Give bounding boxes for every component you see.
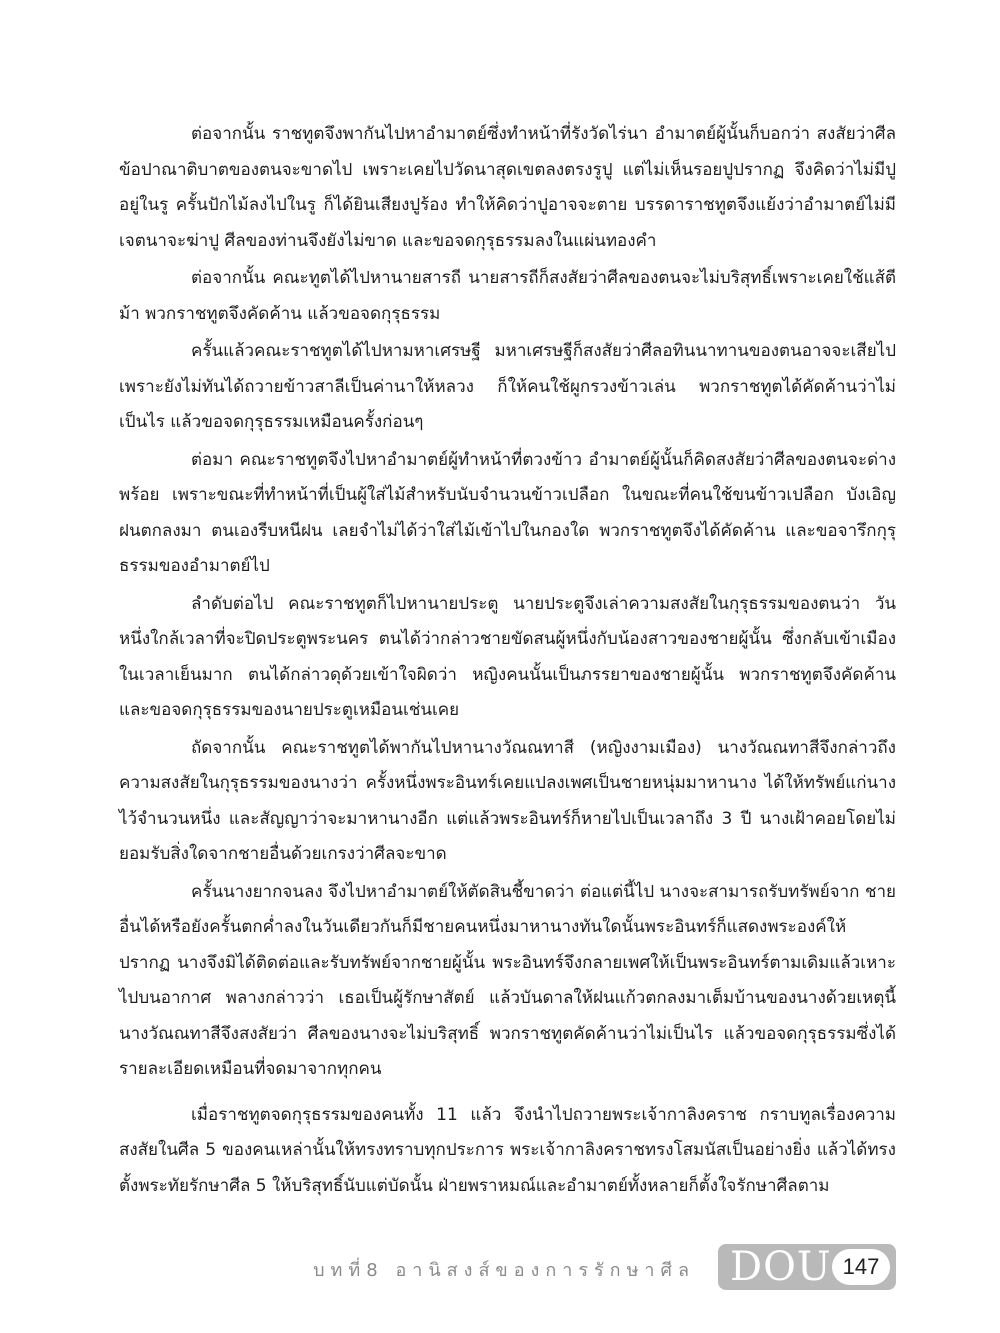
paragraph-grain-measurer: ต่อมา คณะราชทูตจึงไปหาอำมาตย์ผู้ทำหน้าที่ตวงข้าว อำมาตย์ผู้นั้นก็คิดสงสัยว่าศีลของตนจะด่างพร้อย เพราะขณะที่ทำหน้าที่เป็นผู้ใส่ไม้สำหรับนับจำนวนข้าวเปลือก ในขณะที่คนใช้ขนข้าวเปลือก บังเอิญฝนตกลงมา ตนเองรีบหนีฝน เลยจำไม่ได้ว่าใส่ไม้เข้าไปในกองใด พวกราชทูตจึงได้คัดค้าน และขอจารึกกุรุธรรมของอำมาตย์ไป <box>119 449 896 576</box>
brand-badge <box>718 1244 896 1290</box>
page-body <box>119 117 896 1204</box>
paragraph-charioteer: ต่อจากนั้น คณะทูตได้ไปหานายสารถี นายสารถีก็สงสัยว่าศีลของตนจะไม่บริสุทธิ์เพราะเคยใช้แส้ตีม้า พวกราชทูตจึงคัดค้าน แล้วขอจดกุรุธรรม <box>119 268 896 324</box>
paragraph-courtesan: ถัดจากนั้น คณะราชทูตได้พากันไปหานางวัณณทาสี (หญิงงามเมือง) นางวัณณทาสีจึงกล่าวถึงความสงสัยในกุรุธรรมของนางว่า ครั้งหนึ่งพระอินทร์เคยแปลงเพศเป็นชายหนุ่มมาหานาง ได้ให้ทรัพย์แก่นางไว้จำนวนหนึ่ง และสัญญาว่าจะมาหานางอีก แต่แล้วพระอินทร์ก็หายไปเป็นเวลาถึง 3 ปี นางเฝ้าคอยโดยไม่ยอมรับสิ่งใดจากชายอื่นด้วยเกรงว่าศีลจะขาด <box>119 737 896 864</box>
paragraph-gatekeeper: ลำดับต่อไป คณะราชทูตก็ไปหานายประตู นายประตูจึงเล่าความสงสัยในกุรุธรรมของตนว่า วันหนึ่งใกล้เวลาที่จะปิดประตูพระนคร ตนได้ว่ากล่าวชายขัดสนผู้หนึ่งกับน้องสาวของชายผู้นั้น ซึ่งกลับเข้าเมืองในเวลาเย็นมาก ตนได้กล่าวดุด้วยเข้าใจผิดว่า หญิงคนนั้นเป็นภรรยาของชายผู้นั้น พวกราชทูตจึงคัดค้าน และขอจดกุรุธรรมของนายประตูเหมือนเช่นเคย <box>119 593 896 720</box>
paragraph-intro-land-measurer: ต่อจากนั้น ราชทูตจึงพากันไปหาอำมาตย์ซึ่งทำหน้าที่รังวัดไร่นา อำมาตย์ผู้นั้นก็บอกว่า สงสัยว่าศีลข้อปาณาติบาตของตนจะขาดไป เพราะเคยไปวัดนาสุดเขตลงตรงรูปู แต่ไม่เห็นรอยปูปรากฏ จึงคิดว่าไม่มีปูอยู่ในรู ครั้นปักไม้ลงไปในรู ก็ได้ยินเสียงปูร้อง ทำให้คิดว่าปูอาจจะตาย บรรดาราชทูตจึงแย้งว่าอำมาตย์ไม่มีเจตนาจะฆ่าปู ศีลของท่านจึงยังไม่ขาด และขอจดกุรุธรรมลงในแผ่นทองคำ <box>119 124 896 251</box>
paragraph-indra: ครั้นนางยากจนลง จึงไปหาอำมาตย์ให้ตัดสินชี้ขาดว่า ต่อแต่นี้ไป นางจะสามารถรับทรัพย์จาก ชายอื่นได้หรือยังครั้นตกค่ำลงในวันเดียวกันก็มีชายคนหนึ่งมาหานางทันใดนั้นพระอินทร์ก็แสดงพระองค์ให้ปรากฏ นางจึงมิได้ติดต่อและรับทรัพย์จากชายผู้นั้น พระอินทร์จึงกลายเพศให้เป็นพระอินทร์ตามเดิมแล้วเหาะไปบนอากาศ พลางกล่าวว่า เธอเป็นผู้รักษาสัตย์ แล้วบันดาลให้ฝนแก้วตกลงมาเต็มบ้านของนางด้วยเหตุนี้ นางวัณณทาสีจึงสงสัยว่า ศีลของนางจะไม่บริสุทธิ์ พวกราชทูตคัดค้านว่าไม่เป็นไร แล้วขอจดกุรุธรรมซึ่งได้รายละเอียดเหมือนที่จดมาจากทุกคน <box>119 881 896 1079</box>
page-number: 147 <box>832 1249 890 1285</box>
brand-logo: DOU <box>730 1244 832 1290</box>
chapter-title: บทที่8 อานิสงส์ของการรักษาศีล <box>313 1260 695 1281</box>
paragraph-rich-merchant: ครั้นแล้วคณะราชทูตได้ไปหามหาเศรษฐี มหาเศรษฐีก็สงสัยว่าศีลอทินนาทานของตนอาจจะเสียไป เพราะยังไม่ทันได้ถวายข้าวสาลีเป็นค่านาให้หลวง ก็ให้คนใช้ผูกรวงข้าวเล่น พวกราชทูตได้คัดค้านว่าไม่เป็นไร แล้วขอจดกุรุธรรมเหมือนครั้งก่อนๆ <box>119 341 896 432</box>
page-footer <box>0 1242 1000 1292</box>
paragraph-conclusion: เมื่อราชทูตจดกุรุธรรมของคนทั้ง 11 แล้ว จึงนำไปถวายพระเจ้ากาลิงคราช กราบทูลเรื่องความสงสัยในศีล 5 ของคนเหล่านั้นให้ทรงทราบทุกประการ พระเจ้ากาลิงคราชทรงโสมนัสเป็นอย่างยิ่ง แล้วได้ทรงตั้งพระทัยรักษาศีล 5 ให้บริสุทธิ์นับแต่บัดนั้น ฝ่ายพราหมณ์และอำมาตย์ทั้งหลายก็ตั้งใจรักษาศีลตาม <box>119 1104 896 1196</box>
